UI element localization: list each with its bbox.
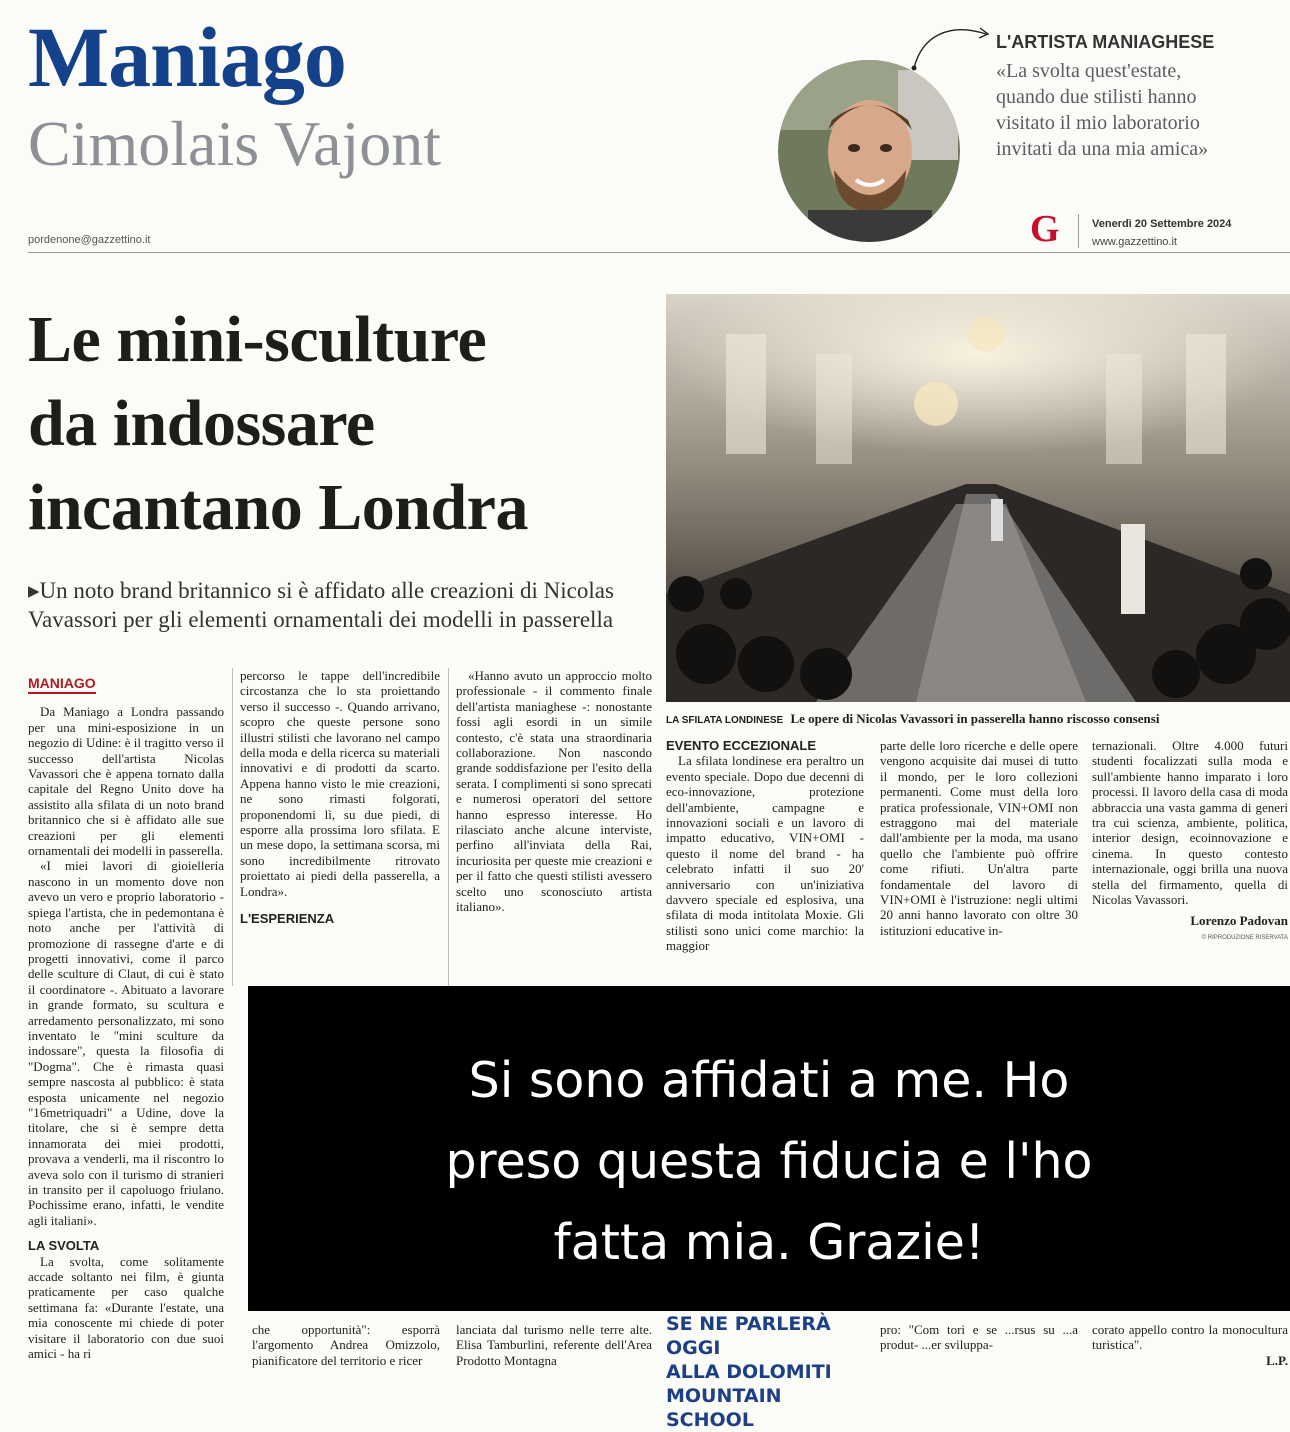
- curved-arrow-icon: [904, 16, 994, 76]
- artist-quote-line: «La svolta quest'estate,: [996, 60, 1182, 82]
- paragraph: «Hanno avuto un approccio molto professionale - il commento finale dell'artista maniaghese -: nonostante fossi agli esordi in un simile contesto, c'è stata una straordinaria collaborazione. Non nascondo grande soddisfazione per l'esito della serata. I complimenti si sono sprecati e numerosi operatori del settore hanno espresso interesse. Ho rilasciato anche alcune interviste, perfino all'inviata della Rai, incuriosita per queste mie creazioni e per il fatto che questi stilisti avessero scelto uno sconosciuto artista italiano».: [456, 668, 652, 915]
- event-title-line: ALLA DOLOMITI: [666, 1361, 832, 1383]
- photo-caption: [666, 711, 1290, 727]
- section-title: Maniago: [28, 9, 346, 105]
- caption-text: Le opere di Nicolas Vavassori in passerella hanno riscosso consensi: [790, 711, 1160, 726]
- article-column: [456, 668, 652, 915]
- column-rule: [232, 668, 233, 986]
- issue-date: Venerdì 20 Settembre 2024: [1092, 218, 1232, 230]
- artist-box-kicker: L'ARTISTA MANIAGHESE: [996, 32, 1215, 52]
- artist-portrait: [778, 60, 960, 242]
- paragraph: corato appello contro la monocultura turistica".: [1092, 1322, 1288, 1353]
- overlay-quote-text: [268, 1040, 1270, 1283]
- logo-divider: [1078, 214, 1079, 248]
- artist-quote: [996, 58, 1286, 162]
- article-subtitle: [28, 576, 658, 634]
- paragraph: che opportunità": esporrà l'argomento Andrea Omizzolo, pianificatore del territorio e ricer: [252, 1322, 440, 1368]
- article-column: [666, 738, 864, 954]
- overlay-line: preso questa fiducia e l'ho: [445, 1133, 1093, 1190]
- event-box: [666, 1312, 876, 1431]
- paragraph: lanciata dal turismo nelle terre alte. Elisa Tamburlini, referente dell'Area Prodotto Montagna: [456, 1322, 652, 1368]
- headline-line: Le mini-sculture: [28, 303, 487, 376]
- paragraph: La svolta, come solitamente accade soltanto nei film, è giunta praticamente per caso qualche settimana fa: «Durante l'estate, una mia conoscente mi chiede di poter visitare il laboratorio con due suoi amici - ha ri: [28, 1253, 224, 1362]
- headline-line: incantano Londra: [28, 471, 528, 544]
- subtitle-line: Vavassori per gli elementi ornamentali dei modelli in passerella: [28, 607, 614, 632]
- event-title-line: SE NE PARLERÀ OGGI: [666, 1313, 831, 1359]
- paragraph: Da Maniago a Londra passando per una mini-esposizione in un negozio di Udine: è il tragitto verso il successo dell'artista Nicolas Vavassori che è appena tornato dalla capitale del Regno Unito dove ha assistito alla sfilata di un noto brand britannico che si è affidato alle sue creazioni per gli elementi ornamentali dei modelli in passerella.: [28, 704, 224, 859]
- article-column-bottom: [880, 1322, 1078, 1353]
- author-signature: Lorenzo Padovan: [1190, 913, 1288, 929]
- section-kicker: LA SVOLTA: [28, 1238, 100, 1254]
- article-column: [1092, 738, 1288, 946]
- event-title-line: MOUNTAIN SCHOOL: [666, 1385, 782, 1431]
- article-column-bottom: [1092, 1322, 1288, 1368]
- artist-quote-line: visitato il mio laboratorio: [996, 112, 1200, 134]
- paragraph: parte delle loro ricerche e delle opere vengono acquisite dai musei di tutto il mondo, per le loro collezioni permanenti. Come must della loro pratica professionale, VIN+OMI non estraggono mai del materiale dall'ambiente per la moda, ma usano quello che l'ambiente può offrire come rifiuti. Un'altra parte fondamentale del lavoro di VIN+OMI è l'istruzione: negli ultimi 20 anni hanno lavorato con oltre 30 istituzioni educative in-: [880, 738, 1078, 938]
- newspaper-logo: G: [1030, 208, 1060, 250]
- overlay-line: fatta mia. Grazie!: [553, 1214, 985, 1271]
- paragraph: «I miei lavori di gioielleria nascono in un momento dove non avevo un vero e proprio laboratorio - spiega l'artista, che in pedemontana è noto anche per l'attività di promozione di rassegne d'arte e di progetti innovativi, come il parco delle sculture di Claut, di cui è stato il coordinatore -. Abituato a lavorare in grande formato, su scultura e arredamento personalizzato, mi sono inventato le "mini sculture da indossare", questa la filosofia di "Dogma". Che è rimasta quasi sempre nascosta al pubblico: è stata esposta unicamente nel negozio "16metriquadri" a Udine, dove la titolare, che si è sempre detta innamorata dei miei prodotti, provava a venderli, ma il riscontro lo aveva solo con il turismo di stranieri in transito per il capoluogo friulano. Pochissime erano, infatti, le vendite agli italiani».: [28, 858, 224, 1228]
- author-initials: L.P.: [1266, 1352, 1288, 1368]
- contact-email: pordenone@gazzettino.it: [28, 234, 151, 246]
- artist-quote-line: invitati da una mia amica»: [996, 138, 1209, 160]
- paragraph: ternazionali. Oltre 4.000 futuri studenti focalizzati sulla moda e sull'ambiente hanno imparato i loro processi. Il lavoro della casa di moda abbraccia una vasta gamma di generi tra cui scienza, ambiente, politica, interior design, ecoinnovazione e cinema. In questo contesto internazionale, oggi brilla una nuova stella del firmamento, quella di Nicolas Vavassori.: [1092, 738, 1288, 908]
- article-column-bottom: [456, 1322, 652, 1368]
- paragraph: pro: "Com tori e se ...rsus su ...a produt- ...er sviluppa-: [880, 1322, 1078, 1353]
- caption-tag: LA SFILATA LONDINESE: [666, 715, 784, 726]
- fashion-show-photo: [666, 294, 1290, 702]
- website: www.gazzettino.it: [1092, 236, 1177, 248]
- paragraph: La sfilata londinese era peraltro un evento speciale. Dopo due decenni di eco-innovazione, protezione dell'ambiente, campagne e innovazioni sociali e un lavoro di impatto educativo, VIN+OMI - questo il nome del brand - ha celebrato infatti il suo 20' anniversario con un'iniziativa davvero speciale ed esplosiva, una sfilata di moda intitolata Moxie. Gli stilisti sono unici come marchio: la maggior: [666, 753, 864, 954]
- section-kicker: L'ESPERIENZA: [240, 911, 335, 927]
- article-column-bottom: [252, 1322, 440, 1368]
- article-column: [240, 668, 440, 927]
- paragraph: percorso le tappe dell'incredibile circostanza che lo sta proiettando verso il successo -. Quando arrivano, scopro che queste persone sono illustri stilisti che lavorano nel campo della moda e della ricerca su materiali innovativi e di prodotti da scarto. Appena hanno visto le mie creazioni, ne sono rimasti folgorati, proponendomi lì, su due piedi, di esporre alla prossima loro sfilata. E un mese dopo, la settimana scorsa, mi sono incredibilmente ritrovato proiettato ai piedi della passerella, a Londra».: [240, 668, 440, 899]
- subtitle-line: ▸Un noto brand britannico si è affidato alle creazioni di Nicolas: [28, 578, 614, 603]
- article-column: [28, 676, 224, 1361]
- overlay-line: Si sono affidati a me. Ho: [468, 1052, 1070, 1109]
- header-rule: [28, 252, 1290, 253]
- column-rule: [448, 668, 449, 986]
- article-headline: [28, 298, 658, 550]
- headline-line: da indossare: [28, 387, 375, 460]
- article-column: [880, 738, 1078, 938]
- rights-notice: © RIPRODUZIONE RISERVATA: [1201, 934, 1288, 941]
- location-kicker: MANIAGO: [28, 676, 96, 694]
- section-kicker: EVENTO ECCEZIONALE: [666, 738, 817, 753]
- section-subtitle: Cimolais Vajont: [28, 108, 442, 179]
- artist-quote-line: quando due stilisti hanno: [996, 86, 1197, 108]
